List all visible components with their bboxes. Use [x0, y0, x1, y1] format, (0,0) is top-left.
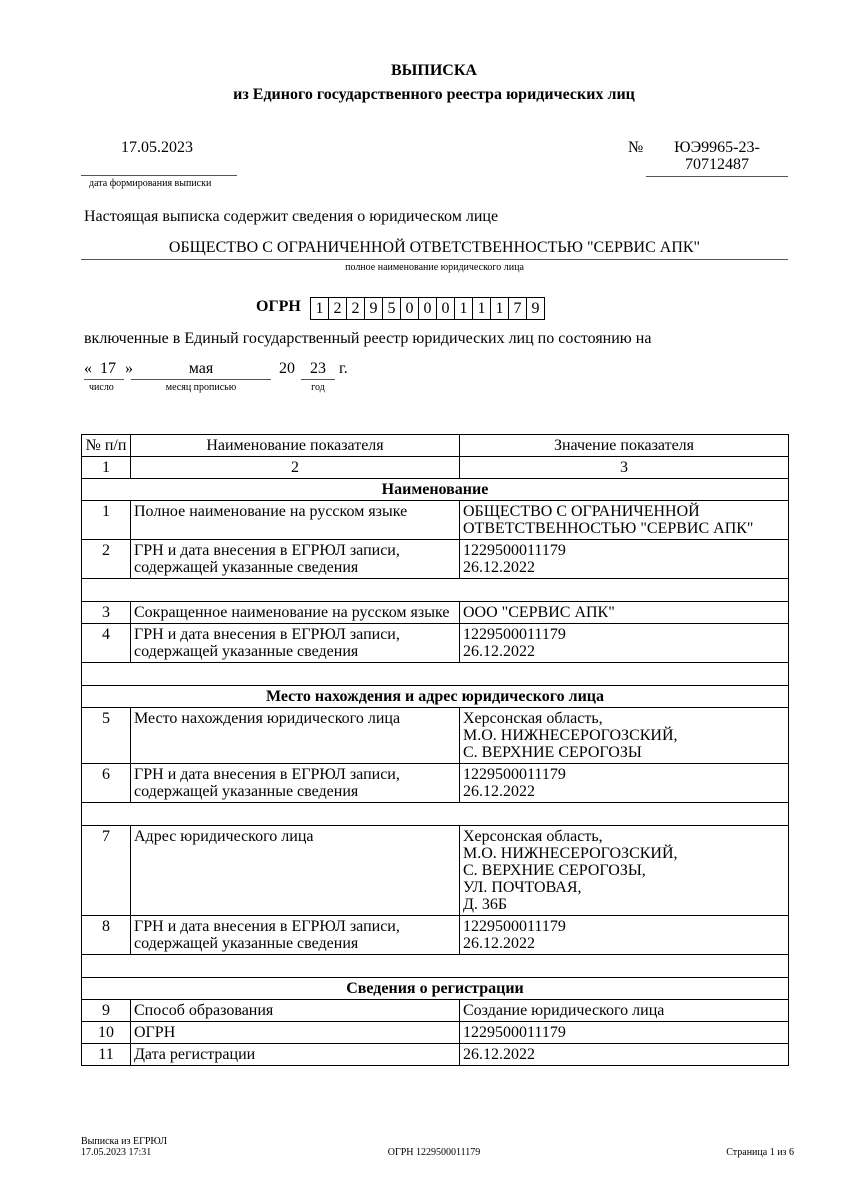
row-label: Сокращенное наименование на русском языке — [131, 602, 460, 624]
row-number: 4 — [82, 624, 131, 663]
state-year: 23 — [310, 360, 326, 377]
spacer-row — [82, 955, 789, 978]
table-row — [82, 1022, 789, 1044]
row-number: 5 — [82, 708, 131, 764]
footer-page-number: Страница 1 из 6 — [726, 1147, 794, 1158]
footer-doc-name: Выписка из ЕГРЮЛ — [81, 1136, 167, 1147]
date-caption: дата формирования выписки — [89, 178, 212, 189]
row-value: ООО "СЕРВИС АПК" — [460, 602, 789, 624]
day-underline — [84, 379, 124, 380]
address-line: С. ВЕРХНИЕ СЕРОГОЗЫ, — [463, 862, 646, 879]
address-line: УЛ. ПОЧТОВАЯ, — [463, 879, 582, 896]
row-number: 9 — [82, 1000, 131, 1022]
address-line: Херсонская область, — [463, 828, 603, 845]
row-label: Полное наименование на русском языке — [131, 501, 460, 540]
col-number: 3 — [460, 457, 789, 479]
row-label: ОГРН — [131, 1022, 460, 1044]
registry-table — [81, 434, 789, 1066]
grn-date: 26.12.2022 — [463, 643, 535, 660]
table-row — [82, 916, 789, 955]
date-underline — [81, 175, 237, 176]
ogrn-digit: 9 — [526, 297, 545, 320]
grn-value: 1229500011179 — [463, 542, 566, 559]
row-label: ГРН и дата внесения в ЕГРЮЛ записи, содержащей указанные сведения — [131, 624, 460, 663]
spacer-cell — [82, 579, 789, 602]
table-colnum-row — [82, 457, 789, 479]
table-row — [82, 826, 789, 916]
row-number: 2 — [82, 540, 131, 579]
row-value — [460, 764, 789, 803]
month-caption: месяц прописью — [165, 382, 237, 393]
full-name-underline — [81, 259, 788, 260]
address-line: С. ВЕРХНИЕ СЕРОГОЗЫ — [463, 744, 642, 761]
row-value: 1229500011179 — [460, 1022, 789, 1044]
address-line: М.О. НИЖНЕСЕРОГОЗСКИЙ, — [463, 727, 678, 744]
section-row — [82, 686, 789, 708]
header-value: Значение показателя — [460, 435, 789, 457]
spacer-row — [82, 803, 789, 826]
spacer-cell — [82, 663, 789, 686]
row-label: ГРН и дата внесения в ЕГРЮЛ записи, содержащей указанные сведения — [131, 916, 460, 955]
intro-text: Настоящая выписка содержит сведения о юридическом лице — [84, 208, 499, 225]
row-value — [460, 540, 789, 579]
spacer-row — [82, 663, 789, 686]
table-row — [82, 1000, 789, 1022]
ogrn-digit: 1 — [310, 297, 329, 320]
col-number: 2 — [131, 457, 460, 479]
state-month: мая — [188, 360, 214, 377]
address-line: М.О. НИЖНЕСЕРОГОЗСКИЙ, — [463, 845, 678, 862]
row-number: 6 — [82, 764, 131, 803]
spacer-row — [82, 579, 789, 602]
header-number: № п/п — [82, 435, 131, 457]
row-value: Создание юридического лица — [460, 1000, 789, 1022]
grn-value: 1229500011179 — [463, 918, 566, 935]
extract-number — [646, 139, 788, 173]
extract-date: 17.05.2023 — [121, 139, 193, 156]
footer-ogrn: ОГРН 1229500011179 — [387, 1147, 481, 1158]
row-label: Место нахождения юридического лица — [131, 708, 460, 764]
spacer-cell — [82, 955, 789, 978]
row-number: 3 — [82, 602, 131, 624]
number-underline — [646, 176, 788, 177]
row-label: Способ образования — [131, 1000, 460, 1022]
table-row — [82, 1044, 789, 1066]
ogrn-digit: 2 — [346, 297, 365, 320]
row-value: ОБЩЕСТВО С ОГРАНИЧЕННОЙ ОТВЕТСТВЕННОСТЬЮ "СЕРВИС АПК" — [460, 501, 789, 540]
table-row — [82, 624, 789, 663]
section-title-registration: Сведения о регистрации — [82, 978, 789, 1000]
header-indicator: Наименование показателя — [131, 435, 460, 457]
day-caption: число — [89, 382, 114, 393]
table-row — [82, 540, 789, 579]
row-label: ГРН и дата внесения в ЕГРЮЛ записи, содержащей указанные сведения — [131, 764, 460, 803]
ogrn-digit: 0 — [400, 297, 419, 320]
section-title-name: Наименование — [82, 479, 789, 501]
quote-close: » — [125, 360, 133, 377]
row-value — [460, 624, 789, 663]
grn-date: 26.12.2022 — [463, 935, 535, 952]
row-label: Адрес юридического лица — [131, 826, 460, 916]
ogrn-digit: 0 — [418, 297, 437, 320]
row-number: 11 — [82, 1044, 131, 1066]
quote-open: « — [84, 360, 92, 377]
full-name-caption: полное наименование юридического лица — [345, 262, 524, 273]
row-label: Дата регистрации — [131, 1044, 460, 1066]
col-number: 1 — [82, 457, 131, 479]
ogrn-digit: 0 — [436, 297, 455, 320]
footer-timestamp: 17.05.2023 17:31 — [81, 1147, 152, 1158]
month-underline — [131, 379, 271, 380]
row-number: 7 — [82, 826, 131, 916]
row-value — [460, 916, 789, 955]
row-label: ГРН и дата внесения в ЕГРЮЛ записи, содержащей указанные сведения — [131, 540, 460, 579]
table-row — [82, 708, 789, 764]
row-value — [460, 708, 789, 764]
table-header-row — [82, 435, 789, 457]
ogrn-digit: 2 — [328, 297, 347, 320]
state-day: 17 — [100, 360, 116, 377]
address-line: Д. 36Б — [463, 896, 508, 913]
ogrn-label: ОГРН — [256, 298, 301, 315]
row-value: 26.12.2022 — [460, 1044, 789, 1066]
document-title: ВЫПИСКА — [391, 62, 477, 79]
state-text: включенные в Единый государственный реестр юридических лиц по состоянию на — [84, 330, 652, 347]
table-row — [82, 602, 789, 624]
ogrn-digit: 1 — [490, 297, 509, 320]
row-number: 1 — [82, 501, 131, 540]
section-row — [82, 978, 789, 1000]
ogrn-digit-boxes — [310, 297, 545, 320]
grn-value: 1229500011179 — [463, 766, 566, 783]
row-number: 8 — [82, 916, 131, 955]
company-full-name: ОБЩЕСТВО С ОГРАНИЧЕННОЙ ОТВЕТСТВЕННОСТЬЮ "СЕРВИС АПК" — [168, 239, 701, 256]
ogrn-digit: 9 — [364, 297, 383, 320]
row-number: 10 — [82, 1022, 131, 1044]
extract-number-line2: 70712487 — [685, 156, 749, 173]
table-row — [82, 764, 789, 803]
grn-date: 26.12.2022 — [463, 559, 535, 576]
number-sign: № — [628, 139, 644, 156]
table-row — [82, 501, 789, 540]
ogrn-digit: 1 — [454, 297, 473, 320]
ogrn-digit: 7 — [508, 297, 527, 320]
grn-value: 1229500011179 — [463, 626, 566, 643]
spacer-cell — [82, 803, 789, 826]
section-row — [82, 479, 789, 501]
grn-date: 26.12.2022 — [463, 783, 535, 800]
year-caption: год — [311, 382, 325, 393]
row-value — [460, 826, 789, 916]
year-prefix: 20 — [279, 360, 295, 377]
year-underline — [301, 379, 335, 380]
document-subtitle: из Единого государственного реестра юридических лиц — [233, 86, 635, 103]
ogrn-digit: 5 — [382, 297, 401, 320]
section-title-address: Место нахождения и адрес юридического лица — [82, 686, 789, 708]
ogrn-digit: 1 — [472, 297, 491, 320]
extract-number-line1: ЮЭ9965-23- — [674, 139, 760, 156]
address-line: Херсонская область, — [463, 710, 603, 727]
year-unit: г. — [339, 360, 348, 377]
